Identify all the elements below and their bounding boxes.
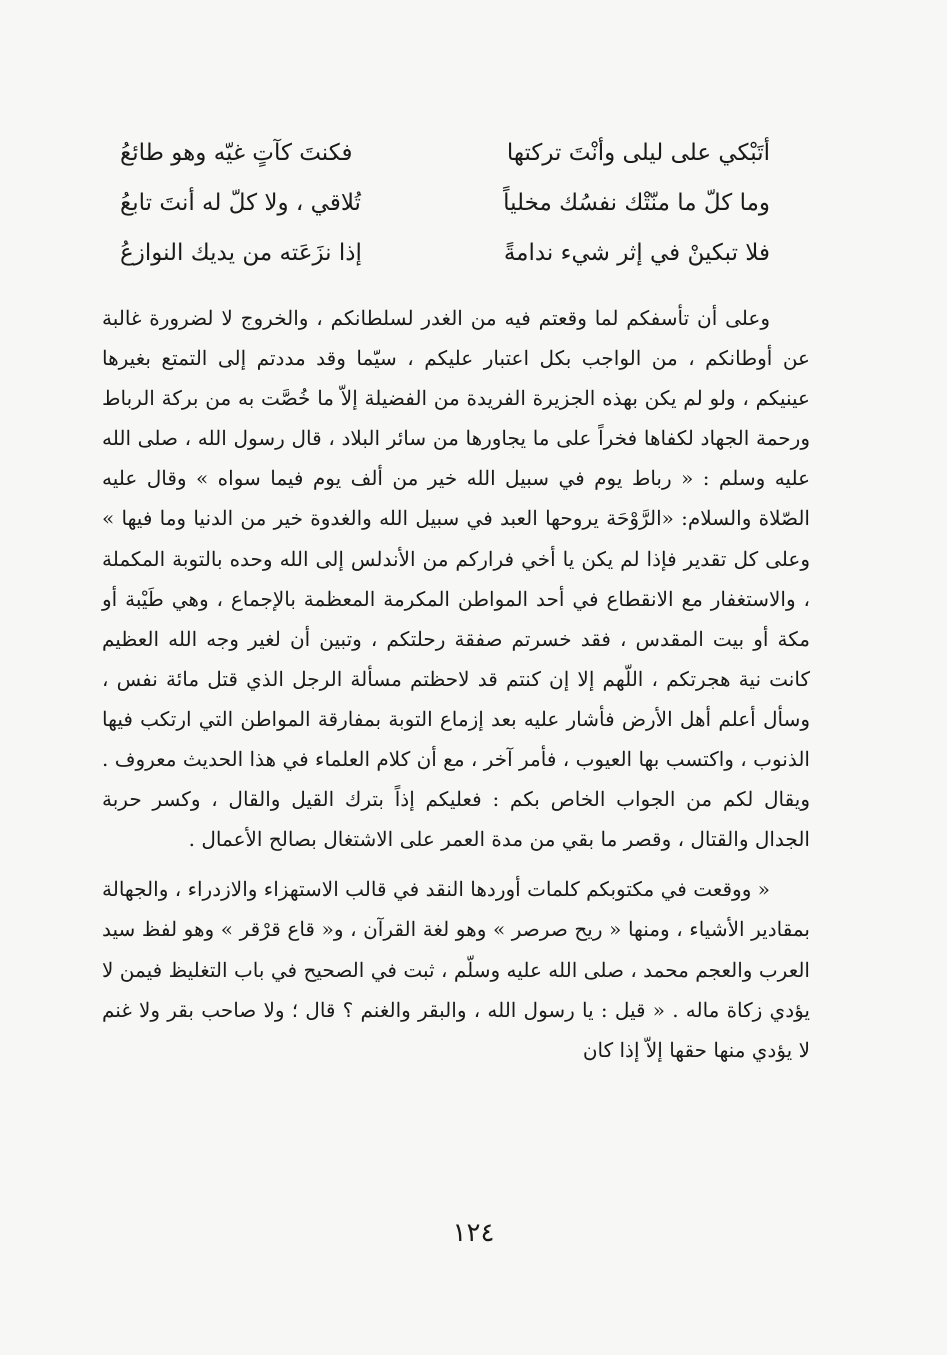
poem-verse — [120, 178, 770, 228]
paragraph: وعلى أن تأسفكم لما وقعتم فيه من الغدر لسلطانكم ، والخروج لا لضرورة غالبة عن أوطانكم ، من الواجب بكل اعتبار عليكم ، سيّما وقد مددتم إلى التمتع بغيرها عينيكم ، ولو لم يكن بهذه الجزيرة الفريدة من الفضيلة إلاّ ما خُصَّت به من بركة الرباط ورحمة الجهاد لكفاها فخراً على ما يجاورها من سائر البلاد ، قال رسول الله ، صلى الله عليه وسلم : « رباط يوم في سبيل الله خير من ألف يوم فيما سواه » وقال عليه الصّلاة والسلام: «الرَّوْحَة يروحها العبد في سبيل الله والغدوة خير من الدنيا وما فيها » وعلى كل تقدير فإذا لم يكن يا أخي فراركم من الأندلس إلى الله وحده بالتوبة المكملة ، والاستغفار مع الانقطاع في أحد المواطن المكرمة المعظمة بالإجماع ، وهي طَيْبة أو مكة أو بيت المقدس ، فقد خسرتم صفقة رحلتكم ، وتبين أن لغير وجه الله العظيم كانت نية هجرتكم ، اللّهم إلا إن كنتم قد لاحظتم مسألة الرجل الذي قتل مائة نفس ، وسأل أعلم أهل الأرض فأشار عليه بعد إزماع التوبة بمفارقة المواطن التي ارتكب فيها الذنوب ، واكتسب بها العيوب ، فأمر آخر ، مع أن كلام العلماء في هذا الحديث معروف . ويقال لكم من الجواب الخاص بكم : فعليكم إذاً بترك القيل والقال ، وكسر حربة الجدال والقتال ، وقصر ما بقي من مدة العمر على الاشتغال بصالح الأعمال . — [102, 306, 810, 852]
poem-verse — [120, 128, 770, 178]
verse-second-hemistich: إذا نزَعَته من يديك النوازعُ — [120, 240, 362, 266]
poem-verse — [120, 228, 770, 278]
verse-first-hemistich: فلا تبكينْ في إثر شيء ندامةً — [503, 240, 770, 266]
verse-first-hemistich: أتَبْكي على ليلى وأنْتَ تركتها — [506, 140, 770, 166]
verse-second-hemistich: تُلاقي ، ولا كلّ له أنتَ تابعُ — [120, 190, 361, 216]
body-text — [102, 298, 810, 1070]
page-number: ١٢٤ — [452, 1218, 495, 1248]
poem — [120, 128, 770, 278]
verse-first-hemistich: وما كلّ ما منّتْك نفسُك مخلياً — [503, 190, 770, 216]
verse-second-hemistich: فكنتَ كآتٍ غيّه وهو طائعُ — [120, 140, 353, 166]
paragraph: « ووقعت في مكتوبكم كلمات أوردها النقد في قالب الاستهزاء والازدراء ، والجهالة بمقادير الأشياء ، ومنها « ريح صرصر » وهو لغة القرآن ، و« قاع قرْقر » وهو لفظ سيد العرب والعجم محمد ، صلى الله عليه وسلّم ، ثبت في الصحيح في باب التغليظ فيمن لا يؤدي زكاة ماله . « قيل : يا رسول الله ، والبقر والغنم ؟ قال ؛ ولا صاحب بقر ولا غنم لا يؤدي منها حقها إلاّ إذا كان — [102, 877, 810, 1062]
